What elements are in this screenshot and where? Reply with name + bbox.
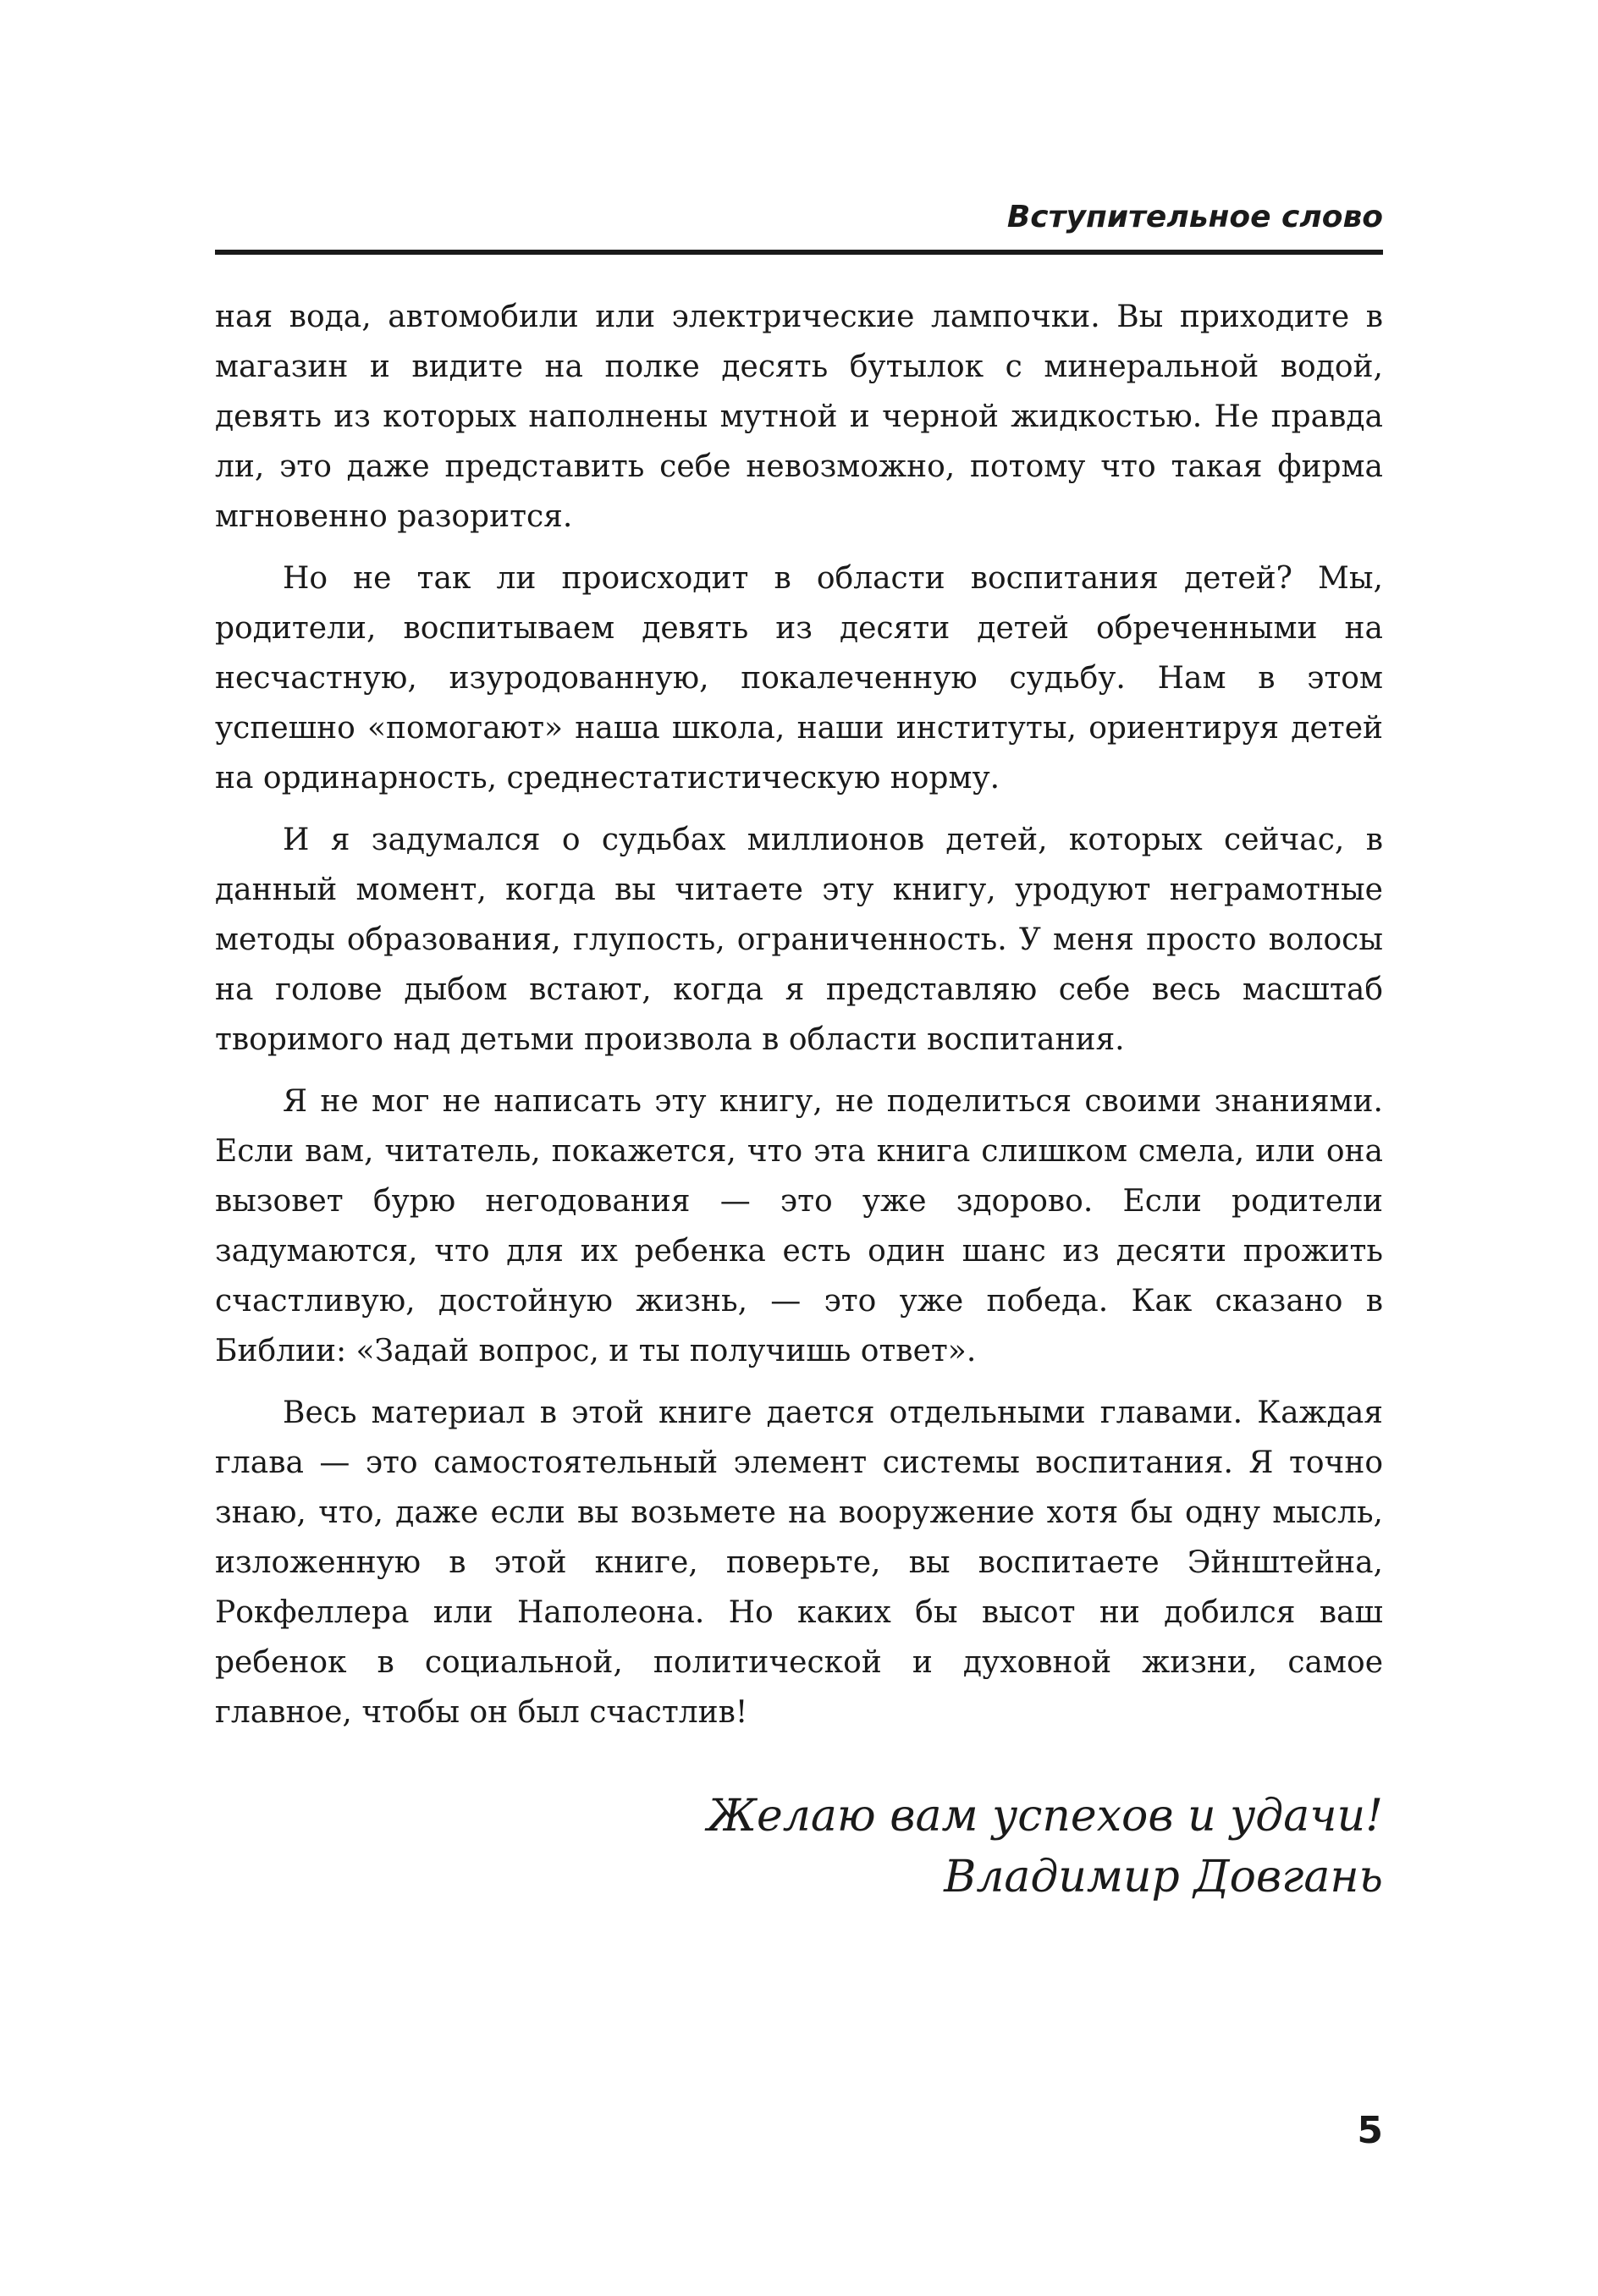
paragraph-2: Но не так ли происходит в области воспитания детей? Мы, родители, воспитываем девять из десяти детей обреченными на несчастную, изуродованную, покалеченную судьбу. Нам в этом успешно «помогают» наша школа, наши институты, ориентируя детей на ординарность, среднестатистическую норму.	[215, 561, 1383, 796]
running-title: Вступительное слово	[1006, 200, 1383, 234]
paragraph-3: И я задумался о судьбах миллионов детей, которых сейчас, в данный момент, когда вы читаете эту книгу, уродуют неграмотные методы образования, глупость, ограниченность. У меня просто волосы на голове дыбом встают, когда я представляю себе весь масштаб творимого над детьми произвола в области воспитания.	[215, 823, 1383, 1057]
signature-author: Владимир Довгань	[944, 1852, 1383, 1902]
page-number: 5	[1357, 2109, 1383, 2152]
paragraph-1: ная вода, автомобили или электрические лампочки. Вы приходите в магазин и видите на полке десять бутылок с минеральной водой, девять из которых наполнены мутной и черной жидкостью. Не правда ли, это даже представить себе невозможно, потому что такая фирма мгновенно разорится.	[215, 300, 1383, 534]
paragraph-4: Я не мог не написать эту книгу, не поделиться своими знаниями. Если вам, читатель, покажется, что эта книга слишком смела, или она вызовет бурю негодования — это уже здорово. Если родители задумаются, что для их ребенка есть один шанс из десяти прожить счастливую, достойную жизнь, — это уже победа. Как сказано в Библии: «Задай вопрос, и ты получишь ответ».	[215, 1084, 1383, 1368]
body-text	[215, 292, 1383, 1749]
header-rule-divider	[215, 250, 1383, 255]
paragraph-5: Весь материал в этой книге дается отдельными главами. Каждая глава — это самостоятельный элемент системы воспитания. Я точно знаю, что, даже если вы возьмете на вооружение хотя бы одну мысль, изложенную в этой книге, поверьте, вы воспитаете Эйнштейна, Рокфеллера или Наполеона. Но каких бы высот ни добился ваш ребенок в социальной, политической и духовной жизни, самое главное, чтобы он был счастлив!	[215, 1396, 1383, 1730]
signature-block	[215, 1786, 1383, 1908]
signature-wish: Желаю вам успехов и удачи!	[707, 1791, 1383, 1842]
